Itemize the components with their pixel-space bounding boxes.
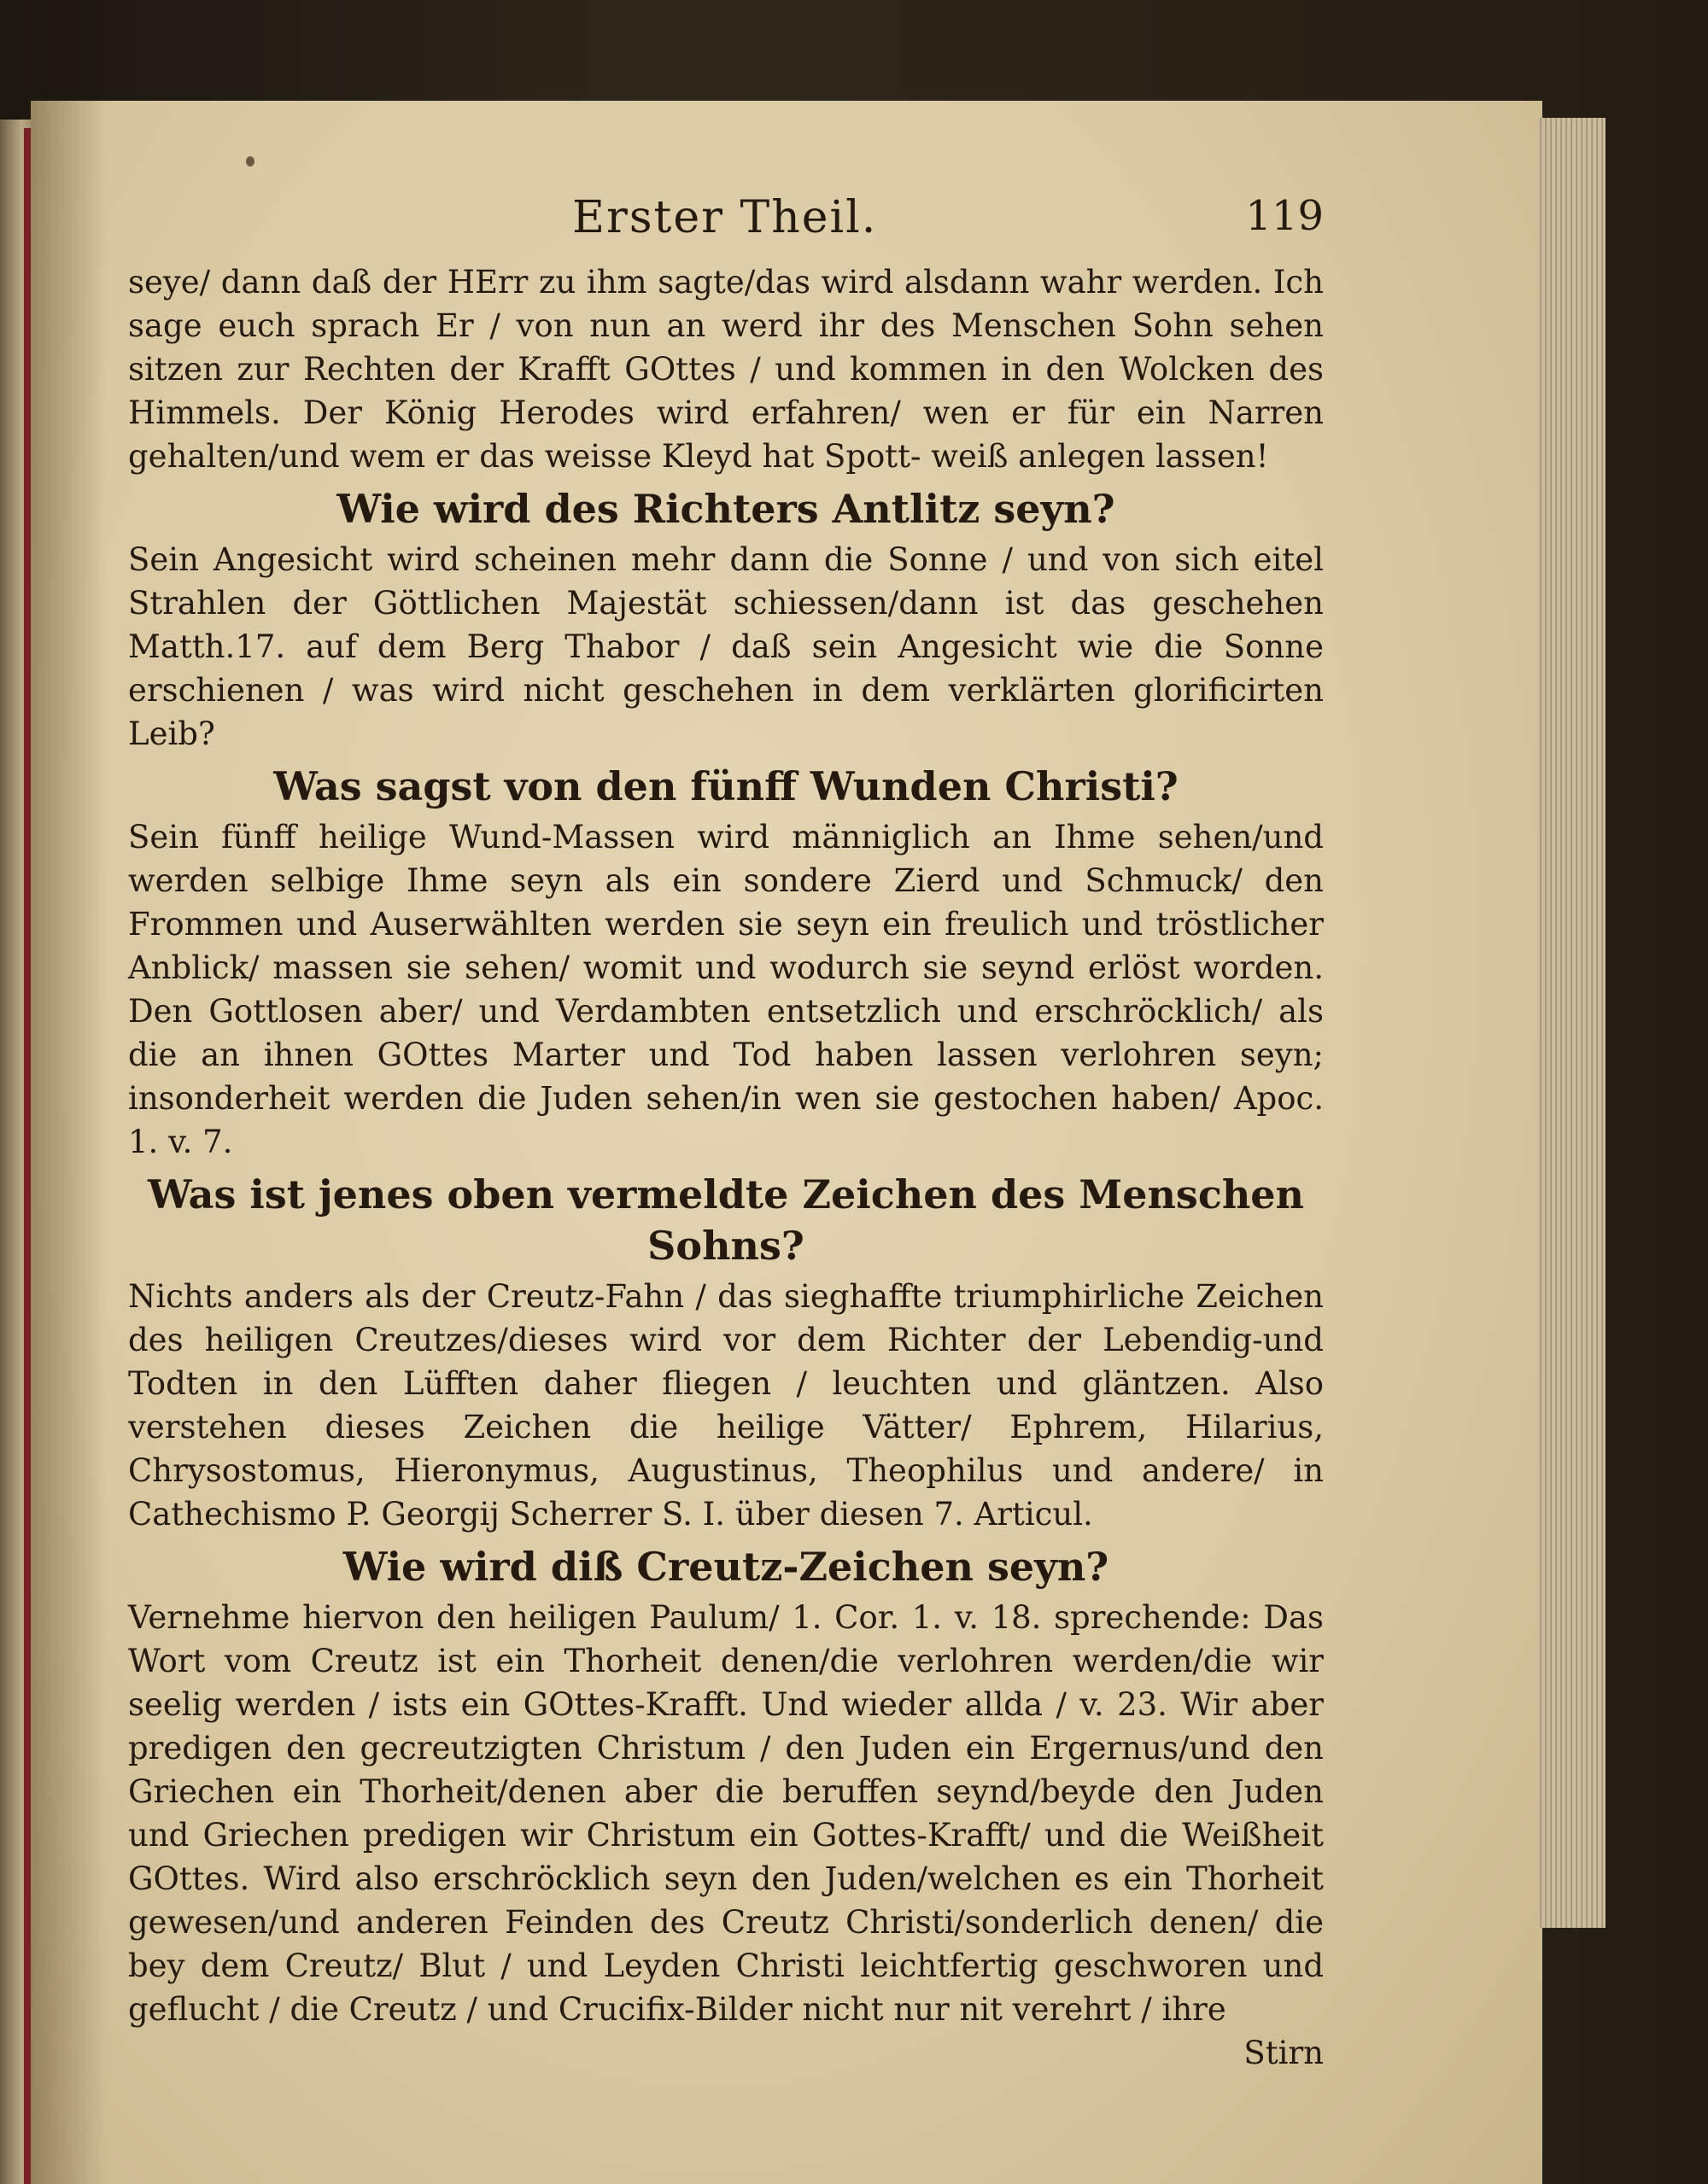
paragraph-2: Sein Angesicht wird scheinen mehr dann die Sonne / und von sich eitel Strahlen der Göttlichen Majestät schiessen/dann ist das geschehen Matth.17. auf dem Berg Thabor / daß sein Angesicht wie die Sonne erschienen / was wird nicht geschehen in dem verklärten glorificirten Leib? xyxy=(128,541,1324,752)
page-header xyxy=(128,192,1324,260)
paragraph-4: Nichts anders als der Creutz-Fahn / das sieghaffte triumphirliche Zeichen des heiligen Creutzes/dieses wird vor dem Richter der Lebendig-und Todten in den Lüfften daher fliegen / leuchten und gläntzen. Also verstehen dieses Zeichen die heilige Vätter/ Ephrem, Hilarius, Chrysostomus, Hieronymus, Augustinus, Theophilus und andere/ in Cathechismo P. Georgij Scherrer S. I. über diesen 7. Articul. xyxy=(128,1278,1324,1533)
page-stack-edges xyxy=(1537,118,1606,1928)
running-title: Erster Theil. xyxy=(572,192,878,243)
paragraph-3: Sein fünff heilige Wund-Massen wird männiglich an Ihme sehen/und werden selbige Ihme seyn als ein sondere Zierd und Schmuck/ den Frommen und Auserwählten werden sie seyn ein freulich und tröstlicher Anblick/ massen sie sehen/ womit und wodurch sie seynd erlöst worden. Den Gottlosen aber/ und Verdambten entsetzlich und erschröcklich/ als die an ihnen GOttes Marter und Tod haben lassen verlohren seyn; insonderheit werden die Juden sehen/in wen sie gestochen haben/ Apoc. 1. v. 7. xyxy=(128,819,1324,1160)
question-heading-4: Wie wird diß Creutz-Zeichen seyn? xyxy=(342,1544,1109,1590)
ink-spot xyxy=(246,156,254,166)
paragraph-1: seye/ dann daß der HErr zu ihm sagte/das wird alsdann wahr werden. Ich sage euch sprach Er / von nun an werd ihr des Menschen Sohn sehen sitzen zur Rechten der Krafft GOttes / und kommen in den Wolcken des Himmels. Der König Herodes wird erfahren/ wen er für ein Narren gehalten/und wem er das weisse Kleyd hat Spott- weiß anlegen lassen! xyxy=(128,264,1324,475)
page-gutter-shadow xyxy=(31,101,108,2184)
paragraph-5: Vernehme hiervon den heiligen Paulum/ 1. Cor. 1. v. 18. sprechende: Das Wort vom Creutz ist ein Thorheit denen/die verlohren werden/die wir seelig werden / ists ein GOttes-Krafft. Und wieder allda / v. 23. Wir aber predigen den gecreutzigten Christum / den Juden ein Ergernus/und den Griechen ein Thorheit/denen aber die beruffen seynd/beyde den Juden und Griechen predigen wir Christum ein Gottes-Krafft/ und die Weißheit GOttes. Wird also erschröcklich seyn den Juden/welchen es ein Thorheit gewesen/und anderen Feinden des Creutz Christi/sonderlich denen/ die bey dem Creutz/ Blut / und Leyden Christi leichtfertig geschworen und geflucht / die Creutz / und Crucifix-Bilder nicht nur nit verehrt / ihre xyxy=(128,1599,1324,2028)
page-number: 119 xyxy=(1245,192,1324,240)
page-content xyxy=(128,192,1324,2075)
question-heading-3: Was ist jenes oben vermeldte Zeichen des Menschen Sohns? xyxy=(148,1171,1304,1269)
question-heading-1: Wie wird des Richters Antlitz seyn? xyxy=(336,486,1115,532)
catchword: Stirn xyxy=(1243,2035,1324,2071)
question-heading-2: Was sagst von den fünff Wunden Christi? xyxy=(273,763,1179,809)
